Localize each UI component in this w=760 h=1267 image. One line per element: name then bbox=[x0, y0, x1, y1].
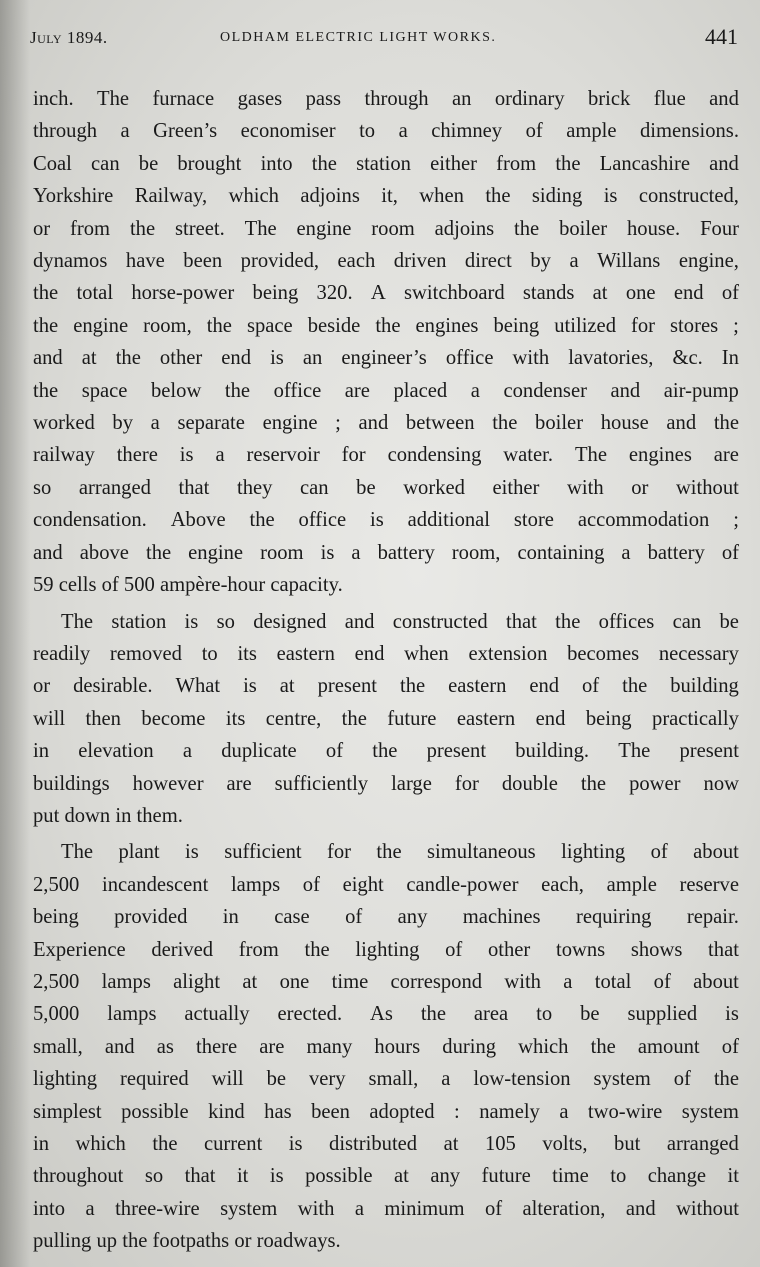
text-line: lighting required will be very small, a low-tension system of the bbox=[33, 1068, 739, 1091]
text-line: will then become its centre, the future eastern end being practically bbox=[33, 707, 739, 730]
text-line: or from the street. The engine room adjoins the boiler house. Four bbox=[33, 217, 739, 240]
text-line: railway there is a reservoir for condensing water. The engines are bbox=[33, 444, 739, 467]
text-line: Coal can be brought into the station either from the Lancashire and bbox=[33, 152, 739, 175]
text-line: The station is so designed and constructed that the offices can be bbox=[61, 610, 739, 633]
body-text bbox=[33, 83, 739, 1258]
text-line: inch. The furnace gases pass through an ordinary brick flue and bbox=[33, 88, 739, 110]
paragraph bbox=[33, 836, 739, 1257]
text-line: or desirable. What is at present the eastern end of the building bbox=[33, 675, 739, 698]
text-line: pulling up the footpaths or roadways. bbox=[33, 1230, 341, 1253]
text-line: readily removed to its eastern end when extension becomes necessary bbox=[33, 642, 739, 665]
text-line: worked by a separate engine ; and between the boiler house and the bbox=[33, 412, 739, 435]
text-line: being provided in case of any machines requiring repair. bbox=[33, 906, 739, 929]
text-line: 59 cells of 500 ampère-hour capacity. bbox=[33, 574, 343, 597]
paragraph bbox=[33, 83, 739, 602]
text-line: and above the engine room is a battery room, containing a battery of bbox=[33, 541, 739, 564]
text-line: Experience derived from the lighting of other towns shows that bbox=[33, 938, 739, 961]
text-line: simplest possible kind has been adopted : namely a two-wire system bbox=[33, 1100, 739, 1123]
header-date: July 1894. bbox=[30, 28, 108, 47]
text-line: small, and as there are many hours during which the amount of bbox=[33, 1035, 739, 1058]
text-line: the engine room, the space beside the engines being utilized for stores ; bbox=[33, 314, 739, 337]
page-number: 441 bbox=[705, 24, 738, 49]
text-line: The plant is sufficient for the simultaneous lighting of about bbox=[61, 841, 739, 864]
text-line: so arranged that they can be worked either with or without bbox=[33, 476, 739, 499]
paragraph bbox=[33, 606, 739, 833]
text-line: 5,000 lamps actually erected. As the area to be supplied is bbox=[33, 1003, 739, 1026]
text-line: the total horse-power being 320. A switchboard stands at one end of bbox=[33, 282, 739, 305]
text-line: through a Green’s economiser to a chimney of ample dimensions. bbox=[33, 120, 739, 143]
binding-shadow bbox=[0, 0, 30, 1267]
text-line: dynamos have been provided, each driven direct by a Willans engine, bbox=[33, 250, 739, 273]
text-line: condensation. Above the office is additional store accommodation ; bbox=[33, 509, 739, 532]
text-line: Yorkshire Railway, which adjoins it, when the siding is constructed, bbox=[33, 185, 739, 208]
text-line: in which the current is distributed at 105 volts, but arranged bbox=[33, 1133, 739, 1155]
text-line: in elevation a duplicate of the present building. The present bbox=[33, 740, 739, 763]
text-line: 2,500 incandescent lamps of eight candle-power each, ample reserve bbox=[33, 873, 739, 896]
header-title: OLDHAM ELECTRIC LIGHT WORKS. bbox=[220, 30, 497, 45]
text-line: 2,500 lamps alight at one time correspond with a total of about bbox=[33, 970, 739, 993]
running-head bbox=[30, 24, 738, 54]
text-line: buildings however are sufficiently large for double the power now bbox=[33, 772, 739, 795]
text-line: the space below the office are placed a condenser and air-pump bbox=[33, 379, 739, 402]
text-line: throughout so that it is possible at any future time to change it bbox=[33, 1165, 739, 1188]
text-line: and at the other end is an engineer’s office with lavatories, &c. In bbox=[33, 347, 739, 370]
text-line: into a three-wire system with a minimum of alteration, and without bbox=[33, 1197, 739, 1220]
text-line: put down in them. bbox=[33, 804, 183, 827]
